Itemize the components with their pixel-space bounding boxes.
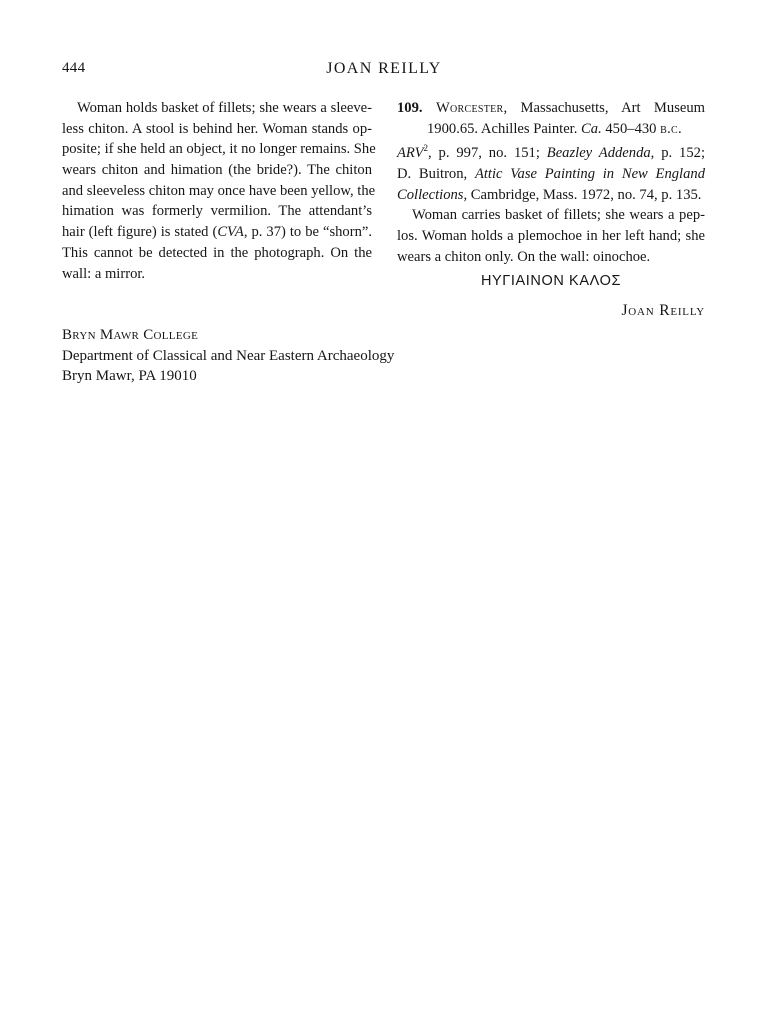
text-line bbox=[62, 222, 372, 243]
text-line bbox=[397, 164, 705, 185]
right-column bbox=[397, 98, 705, 291]
buitron-title: Attic Vase Painting in New England bbox=[474, 166, 705, 183]
cva-abbrev: CVA bbox=[217, 224, 244, 241]
page-number: 444 bbox=[62, 60, 86, 76]
institution: Bryn Mawr College bbox=[62, 327, 199, 343]
date-range: 450–430 bbox=[601, 120, 661, 137]
text-line: posite; if she held an object, it no longer remains. She bbox=[62, 141, 376, 158]
text-fragment: , p. 37) to be “shorn”. bbox=[243, 224, 373, 241]
catalogue-entry-heading bbox=[397, 98, 705, 139]
text-line bbox=[397, 143, 705, 164]
text-line: and sleeveless chiton may once have been yellow, the bbox=[62, 182, 376, 199]
text-fragment: , p. 152; bbox=[650, 145, 705, 162]
entry-city: Worcester bbox=[435, 100, 504, 116]
text-line: Woman holds basket of fillets; she wears a sleeve- bbox=[77, 100, 372, 116]
running-head: JOAN REILLY bbox=[326, 60, 442, 77]
author-affiliation bbox=[62, 325, 394, 387]
text-line: wall: a mirror. bbox=[62, 265, 146, 282]
text-line: wears a chiton only. On the wall: oinochoe. bbox=[397, 248, 651, 265]
text-fragment: , p. 997, no. 151; bbox=[427, 145, 547, 162]
department: Department of Classical and Near Eastern Archaeology bbox=[62, 347, 395, 364]
author-signature: Joan Reilly bbox=[621, 302, 705, 319]
text-line: less chiton. A stool is behind her. Woman stands op- bbox=[62, 120, 372, 137]
text-line: Woman carries basket of fillets; she wears a pep- bbox=[412, 207, 705, 224]
entry-description bbox=[397, 205, 705, 267]
text-line bbox=[397, 98, 705, 119]
greek-inscription: ΗΥΓΙΑΙΝΟΝ ΚΑΛΟΣ bbox=[480, 272, 622, 289]
text-line: wears chiton and himation (the bride?). The chiton bbox=[62, 162, 372, 179]
address: Bryn Mawr, PA 19010 bbox=[62, 368, 197, 384]
text-line: himation was formerly vermilion. The attendant’s bbox=[62, 203, 372, 220]
buitron-title-cont: Collections bbox=[397, 186, 464, 203]
text-line: los. Woman holds a plemochoe in her left hand; she bbox=[397, 228, 705, 245]
beazley-title: Beazley Addenda bbox=[546, 145, 651, 162]
text-line bbox=[397, 185, 705, 206]
superscript: 2 bbox=[423, 143, 428, 154]
arv-abbrev: ARV bbox=[397, 145, 424, 162]
bc-abbrev: b.c. bbox=[660, 120, 682, 137]
entry-number: 109. bbox=[397, 100, 423, 116]
accession-text: 1900.65. Achilles Painter. bbox=[427, 120, 582, 137]
text-fragment: D. Buitron, bbox=[397, 166, 475, 183]
page-header bbox=[0, 60, 768, 84]
text-line: This cannot be detected in the photograph. On the bbox=[62, 244, 372, 261]
text-fragment: hair (left figure) is stated ( bbox=[62, 224, 218, 241]
text-fragment: , Massachusetts, Art Museum bbox=[503, 100, 705, 116]
left-column bbox=[62, 98, 376, 284]
circa-abbrev: Ca. bbox=[581, 120, 602, 137]
text-line bbox=[397, 119, 705, 140]
text-fragment: , Cambridge, Mass. 1972, no. 74, p. 135. bbox=[463, 186, 702, 203]
bibliography bbox=[397, 143, 705, 205]
